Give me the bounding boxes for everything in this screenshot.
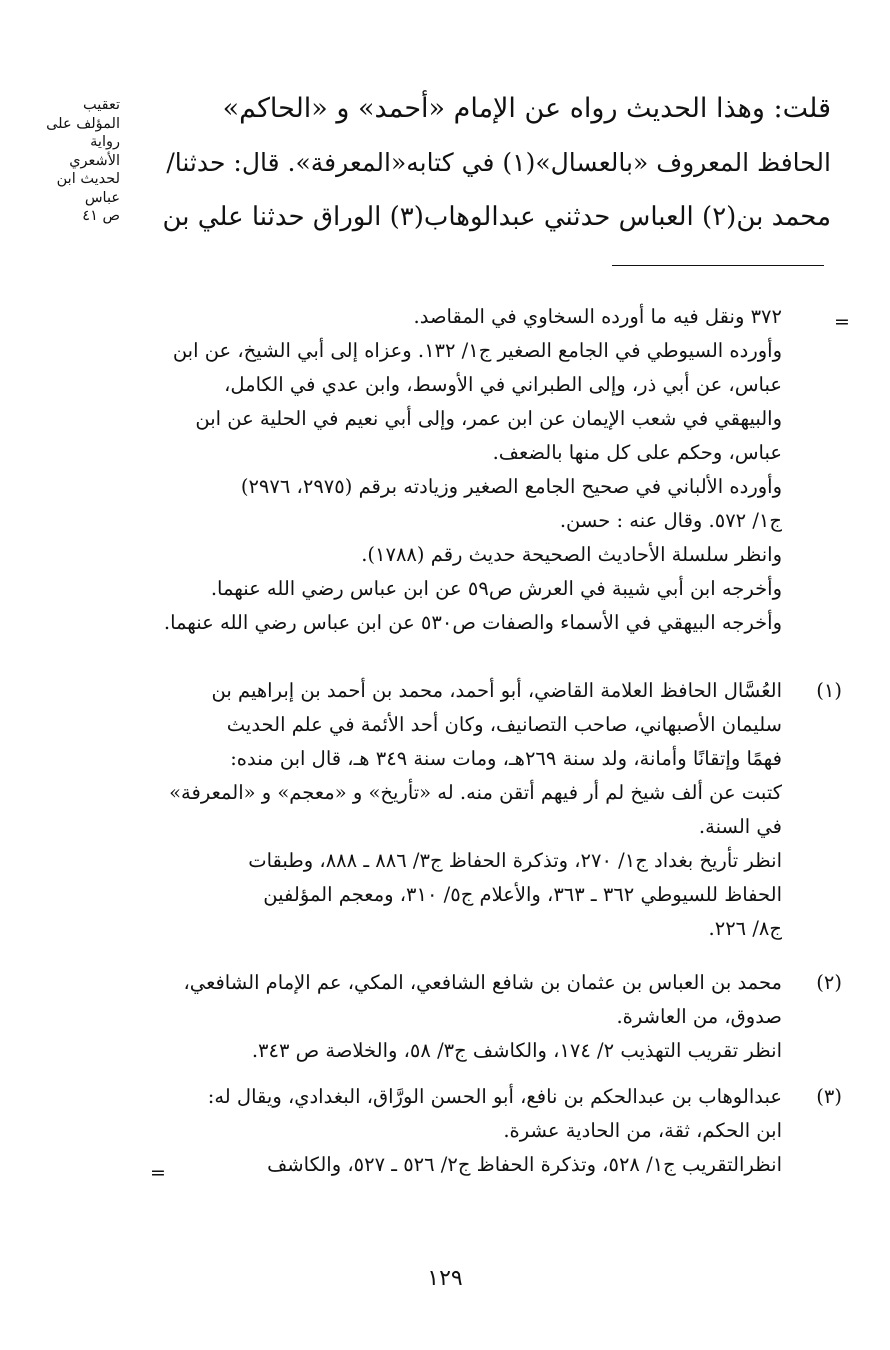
margin-note-line: تعقيب bbox=[83, 97, 120, 113]
footnote-line: ج٨/ ٢٢٦. bbox=[708, 917, 782, 940]
margin-note-line: رواية bbox=[90, 134, 120, 150]
footnote-line: انظرالتقريب ج١/ ٥٢٨، وتذكرة الحفاظ ج٢/ ٥٢٦ ـ ٥٢٧، والكاشف bbox=[267, 1153, 782, 1176]
footnote-line: في السنة. bbox=[698, 815, 782, 838]
footnote-line: ٣٧٢ ونقل فيه ما أورده السخاوي في المقاصد. bbox=[413, 305, 782, 328]
margin-note-line: الأشعري bbox=[69, 152, 120, 169]
footnote-line: فهمًا وإتقانًا وأمانة، ولد سنة ٢٦٩هـ، ومات سنة ٣٤٩ هـ، قال ابن منده: bbox=[230, 747, 782, 770]
footnote-line: عباس، عن أبي ذر، وإلى الطبراني في الأوسط، وابن عدي في الكامل، bbox=[224, 373, 782, 396]
footnote-line: عبدالوهاب بن عبدالحكم بن نافع، أبو الحسن الورَّاق، البغدادي، ويقال له: bbox=[207, 1085, 782, 1108]
footnote-line: والبيهقي في شعب الإيمان عن ابن عمر، وإلى أبي نعيم في الحلية عن ابن bbox=[195, 407, 782, 430]
margin-note-line: المؤلف على bbox=[46, 115, 120, 132]
footnote-line: سليمان الأصبهاني، صاحب التصانيف، وكان أحد الأئمة في علم الحديث bbox=[226, 713, 782, 736]
main-text-line: محمد بن(٢) العباس حدثني عبدالوهاب(٣) الوراق حدثنا علي بن bbox=[162, 202, 831, 232]
main-text-line: الحافظ المعروف «بالعسال»(١) في كتابه«المعرفة». قال: حدثنا/ bbox=[166, 148, 831, 177]
footnote-line: صدوق، من العاشرة. bbox=[616, 1005, 782, 1028]
footnote-line: وأورده السيوطي في الجامع الصغير ج١/ ١٣٢. وعزاه إلى أبي الشيخ، عن ابن bbox=[172, 339, 782, 362]
footnote-line: ج١/ ٥٧٢. وقال عنه : حسن. bbox=[559, 509, 782, 532]
footnote-2 bbox=[154, 966, 782, 1068]
footnote-line: محمد بن العباس بن عثمان بن شافع الشافعي، المكي، عم الإمام الشافعي، bbox=[183, 971, 782, 994]
main-text bbox=[156, 82, 831, 244]
footnote-divider bbox=[612, 265, 824, 266]
footnote-line: وأخرجه البيهقي في الأسماء والصفات ص٥٣٠ عن ابن عباس رضي الله عنهما. bbox=[163, 611, 782, 634]
continuation-mark-next-page: = bbox=[150, 1162, 166, 1184]
footnote-line: انظر تأريخ بغداد ج١/ ٢٧٠، وتذكرة الحفاظ ج٣/ ٨٨٦ ـ ٨٨٨، وطبقات bbox=[248, 849, 782, 872]
footnote-number: (٣) bbox=[816, 1085, 842, 1108]
page-number: ١٢٩ bbox=[427, 1266, 463, 1291]
footnote-line: عباس، وحكم على كل منها بالضعف. bbox=[492, 441, 782, 464]
footnote-1 bbox=[154, 674, 782, 946]
footnote-line: وانظر سلسلة الأحاديث الصحيحة حديث رقم (١٧٨٨). bbox=[361, 543, 782, 566]
footnote-line: وأورده الألباني في صحيح الجامع الصغير وزيادته برقم (٢٩٧٥، ٢٩٧٦) bbox=[240, 475, 782, 498]
footnote-line: كتبت عن ألف شيخ لم أر فيهم أتقن منه. له «تأريخ» و «معجم» و «المعرفة» bbox=[169, 781, 782, 804]
margin-note-line: عباس bbox=[84, 189, 120, 206]
footnote-number: (٢) bbox=[816, 971, 842, 994]
margin-note-line: لحديث ابن bbox=[56, 171, 120, 187]
footnote-3 bbox=[154, 1080, 782, 1182]
continuation-mark: = bbox=[834, 311, 850, 333]
footnote-continued bbox=[154, 300, 782, 640]
footnote-line: ابن الحكم، ثقة، من الحادية عشرة. bbox=[503, 1119, 782, 1142]
footnote-line: الحفاظ للسيوطي ٣٦٢ ـ ٣٦٣، والأعلام ج٥/ ٣١٠، ومعجم المؤلفين bbox=[263, 883, 782, 906]
margin-note-line: ص ٤١ bbox=[82, 208, 120, 224]
main-text-line: قلت: وهذا الحديث رواه عن الإمام «أحمد» و «الحاكم» bbox=[222, 93, 831, 124]
footnote-line: وأخرجه ابن أبي شيبة في العرش ص٥٩ عن ابن عباس رضي الله عنهما. bbox=[210, 577, 782, 600]
footnote-number: (١) bbox=[816, 679, 842, 702]
footnote-line: العُسَّال الحافظ العلامة القاضي، أبو أحمد، محمد بن أحمد بن إبراهيم بن bbox=[211, 679, 782, 702]
footnote-line: انظر تقريب التهذيب ٢/ ١٧٤، والكاشف ج٣/ ٥٨، والخلاصة ص ٣٤٣. bbox=[251, 1039, 782, 1062]
margin-note bbox=[32, 96, 120, 226]
